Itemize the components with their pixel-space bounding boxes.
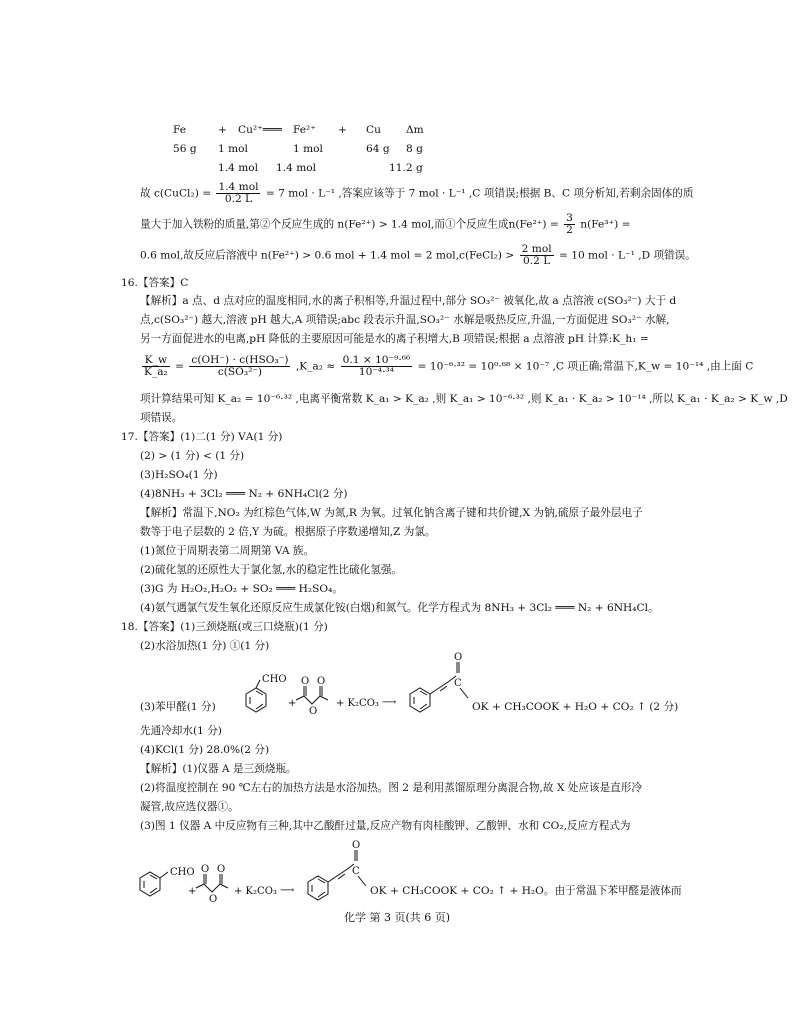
q18-a2: (2)水浴加热(1 分) ①(1 分) [140,640,270,652]
o-label: O [217,864,226,875]
reaction-scheme-2 [126,836,382,906]
q18-a3-next: 先通冷却水(1 分) [140,725,222,737]
text: 量大于加入铁粉的质量,第②个反应生成的 n(Fe²⁺) > 1.4 mol,而①个反应生成n(Fe²⁺) = [140,218,559,231]
text: = 10⁻⁶·³² = 10⁰·⁶⁸ × 10⁻⁷ ,C 项正确;常温下,K_w = 10⁻¹⁴ ,由上面 C [417,360,754,373]
numerator: c(OH⁻) · c(HSO₃⁻) [191,354,289,366]
o-label: O [454,652,463,663]
q16-answer: 16.【答案】C [121,277,189,289]
numerator: 0.1 × 10⁻⁹·⁶⁶ [342,354,411,366]
q17-e4: (2)硫化氢的还原性大于氯化氢,水的稳定性比硫化氢强。 [140,564,403,576]
page-footer: 化学 第 3 页(共 6 页) [343,911,451,924]
numerator: K_w [142,355,170,367]
q18-e2: (2)将温度控制在 90 ℃左右的加热方法是水浴加热。图 2 是利用蒸馏原理分离混合物,故 X 处应该是直形冷 [140,782,642,794]
text: = [175,360,185,373]
numerator: 1.4 mol [218,181,259,193]
cell: 1.4 mol [218,162,259,174]
cell: 11.2 g [389,162,423,174]
c-label: C [352,866,360,877]
o-label: O [317,676,326,687]
cell: Δm [406,124,424,136]
calc-table-row1 [173,123,424,137]
q18-e3: 凝管,故应选仪器①。 [140,801,239,813]
plus-sign: + [288,698,297,709]
o-label: O [301,676,310,687]
q18-a3-head: (3)苯甲醛(1 分) [140,701,216,713]
o-label: O [309,706,318,717]
q17-a4: (4)8NH₃ + 3Cl₂ ═══ N₂ + 6NH₄Cl(2 分) [140,488,348,500]
q16-line3: 另一方面促进水的电离,pH 降低的主要原因可能是水的离子积增大,B 项错误;根据 a 点溶液 pH 计算:K_h₁ = [140,333,649,345]
text: n(Fe³⁺) = [580,218,631,231]
denominator: 0.2 L [523,255,551,267]
fraction [520,244,554,267]
numerator: 3 [566,212,573,224]
k2co3-label: + K₂CO₃ [336,698,379,709]
arrow: ⟶ [382,697,397,708]
fraction [216,182,260,205]
fraction [564,213,575,236]
cell: Fe [173,124,187,136]
text: = 7 mol · L⁻¹ ,答案应该等于 7 mol · L⁻¹ ,C 项错误;根据 B、C 项分析知,若剩余固体的质 [265,187,694,200]
numerator: 2 mol [521,243,552,255]
q18-a4: (4)KCl(1 分) 28.0%(2 分) [140,744,270,756]
text: 故 c(CuCl₂) = [140,187,212,200]
reaction-scheme-1 [232,652,490,722]
q17-answer: 17.【答案】(1)二(1 分) ⅤA(1 分) [121,431,283,443]
k2co3-label: + K₂CO₃ [234,886,277,897]
cell: 1 mol [218,143,248,155]
q17-e2: 数等于电子层数的 2 倍,Y 为硫。根据原子序数递增知,Z 为氯。 [140,526,436,538]
vinyl-chain [328,864,354,882]
q18-answer: 18.【答案】(1)三颈烧瓶(或三口烧瓶)(1 分) [121,621,328,633]
cell: Cu²⁺═══ [238,124,282,136]
fraction [189,355,290,378]
vinyl-chain [430,676,456,694]
q15-line1 [140,182,693,205]
o-label: O [209,894,218,905]
q18-a3-tail: OK + CH₃COOK + H₂O + CO₂ ↑ (2 分) [472,701,679,713]
cho-label: CHO [170,867,195,878]
q17-e3: (1)氮位于周期表第二周期第 VA 族。 [140,545,315,557]
q17-e6: (4)氨气遇氯气发生氧化还原反应生成氯化铵(白烟)和氮气。化学方程式为 8NH₃ + 3Cl₂ ═══ N₂ + 6NH₄Cl。 [140,602,659,614]
text: = 10 mol · L⁻¹ ,D 项错误。 [558,249,696,262]
q15-line3 [140,244,696,267]
q17-a3: (3)H₂SO₄(1 分) [140,469,218,481]
cell: 64 g [366,143,390,155]
fraction [142,355,170,378]
anhydride-chain [296,696,328,704]
cell: 8 g [406,143,423,155]
q18-e4: (3)图 1 仪器 A 中反应物有三种,其中乙酸酐过量,反应产物有肉桂酸钾、乙酸钾、水和 CO₂,反应方程式为 [140,820,631,832]
text: ,K_a₂ ≈ [295,360,336,373]
cell: 1 mol [293,143,323,155]
anhydride-chain [196,884,228,892]
q17-e1: 【解析】常温下,NO₂ 为红棕色气体,W 为氮,R 为氧。过氧化钠含离子键和共价键,X 为钠,硫原子最外层电子 [140,507,643,519]
q15-line2 [140,213,630,236]
calc-table-row2 [173,142,423,156]
cell: Cu [366,124,381,136]
denominator: K_a₂ [144,366,168,378]
q16-line2: 点,c(SO₃²⁻) 越大,溶液 pH 越大,A 项错误;abc 段表示升温,SO₃²⁻ 水解是吸热反应,升温,一方面促进 SO₃²⁻ 水解, [140,314,670,326]
fraction [341,355,413,378]
q18-e1: 【解析】(1)仪器 A 是三颈烧瓶。 [140,763,297,775]
q18-e5-tail: OK + CH₃COOK + CO₂ ↑ + H₂O。由于常温下苯甲醛是液体而 [370,885,682,897]
q17-a2: (2) > (1 分) < (1 分) [140,450,245,462]
plus-sign: + [188,886,197,897]
cell: + [218,124,227,136]
q16-line5: 项计算结果可知 K_a₂ = 10⁻⁶·³² ,电离平衡常数 K_a₁ > K_a₂ ,则 K_a₁ > 10⁻⁶·³² ,则 K_a₁ · K_a₂ > 10⁻¹⁴ ,所以 K_a₁ · K_a₂ > K_w ,D [140,393,788,405]
q16-line4 [140,355,753,378]
cell: Fe²⁺ [293,124,316,136]
q17-e5: (3)G 为 H₂O₂,H₂O₂ + SO₂ ═══ H₂SO₄。 [140,583,343,595]
q16-line1: 【解析】a 点、d 点对应的温度相同,水的离子积相等,升温过程中,部分 SO₃²⁻ 被氧化,故 a 点溶液 c(SO₃²⁻) 大于 d [140,295,677,307]
denominator: 2 [566,224,573,236]
calc-table-row3 [218,161,423,175]
cell: 1.4 mol [276,162,317,174]
o-label: O [352,840,361,851]
cell: 56 g [173,143,197,155]
denominator: 10⁻⁴·³⁴ [358,366,395,378]
o-label: O [201,864,210,875]
c-label: C [454,678,462,689]
q16-line6: 项错误。 [140,412,183,424]
cell: + [338,124,347,136]
text: 0.6 mol,故反应后溶液中 n(Fe²⁺) > 0.6 mol + 1.4 mol = 2 mol,c(FeCl₂) > [140,249,515,262]
cho-label: CHO [262,674,287,685]
denominator: c(SO₃²⁻) [217,366,263,378]
denominator: 0.2 L [224,193,253,205]
arrow: ⟶ [280,885,295,896]
